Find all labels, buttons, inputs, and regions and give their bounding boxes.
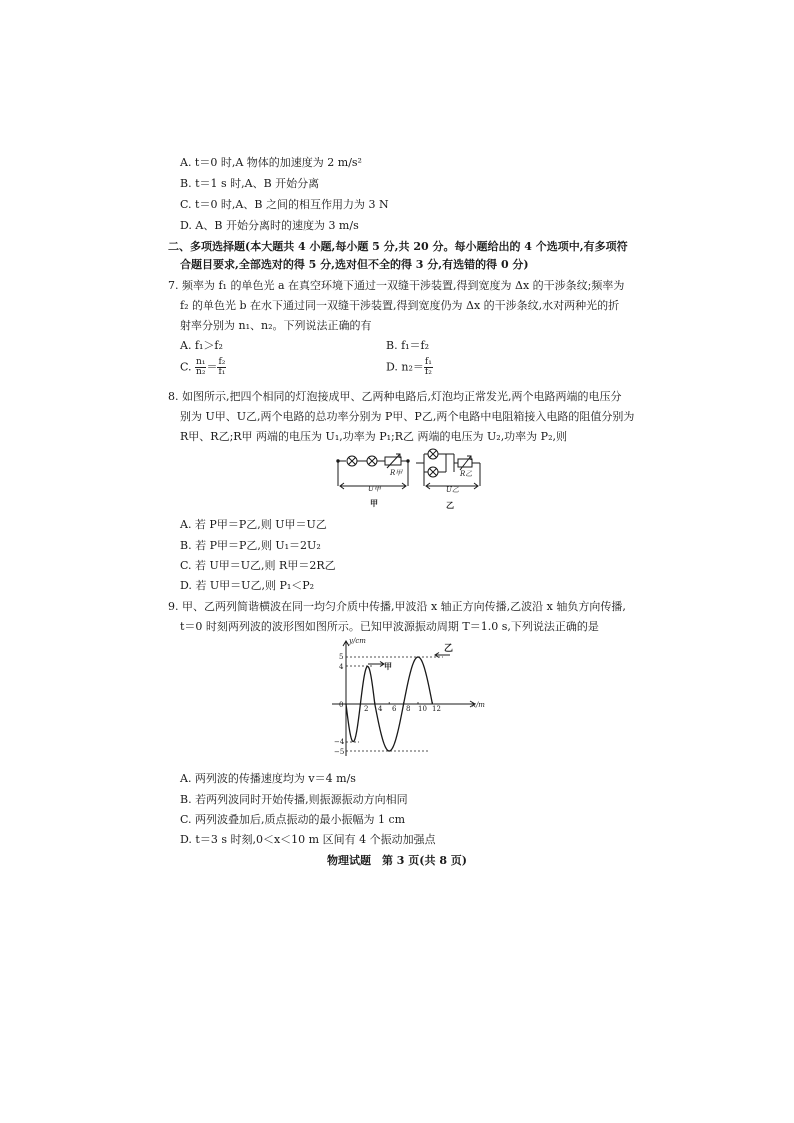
q7-option-a: A. f₁＞f₂ bbox=[180, 339, 223, 352]
label-r-yi: R乙 bbox=[460, 470, 473, 478]
x-tick-6: 6 bbox=[392, 705, 397, 713]
x-tick-10: 10 bbox=[418, 705, 427, 713]
y-tick-4: 4 bbox=[339, 663, 344, 671]
label-u-jia: U甲 bbox=[368, 485, 381, 493]
origin-label: 0 bbox=[339, 701, 344, 709]
q6-option-d: D. A、B 开始分离时的速度为 3 m/s bbox=[180, 219, 359, 232]
wave-graph bbox=[326, 638, 486, 760]
circuit-diagrams bbox=[330, 448, 500, 513]
q9-option-c: C. 两列波叠加后,质点振动的最小振幅为 1 cm bbox=[180, 813, 406, 826]
q8-option-a: A. 若 P甲＝P乙,则 U甲＝U乙 bbox=[180, 518, 327, 531]
q6-option-c: C. t＝0 时,A、B 之间的相互作用力为 3 N bbox=[180, 198, 389, 211]
x-tick-2: 2 bbox=[364, 705, 369, 713]
y-tick-neg4: −4 bbox=[334, 738, 345, 746]
q8-stem-line2: 别为 U甲、U乙,两个电路的总功率分别为 P甲、P乙,两个电路中电阻箱接入电路的阻值分别为 bbox=[180, 410, 635, 423]
label-r-jia: R甲 bbox=[390, 469, 403, 477]
page-footer: 物理试题 第 3 页(共 8 页) bbox=[326, 854, 468, 867]
x-axis-label: x/m bbox=[472, 701, 485, 709]
q7-option-b: B. f₁＝f₂ bbox=[386, 339, 430, 352]
label-yi: 乙 bbox=[444, 644, 454, 654]
y-axis-label: y/cm bbox=[349, 637, 366, 645]
label-jia: 甲 bbox=[384, 661, 392, 671]
label-u-yi: U乙 bbox=[446, 486, 459, 494]
q7-option-d-fraction: $\frac{\text{f₁}}{\text{f₂}}$ bbox=[424, 357, 432, 377]
q6-option-b: B. t＝1 s 时,A、B 开始分离 bbox=[180, 177, 320, 190]
q7-option-c: C. $\frac{\text{n₁}}{\text{n₂}}$ ＝ $\frac{\text{f₂}}{\text{f₁}}$ bbox=[180, 357, 226, 377]
q9-stem-line2: t＝0 时刻两列波的波形图如图所示。已知甲波源振动周期 T＝1.0 s,下列说法正确的是 bbox=[180, 620, 599, 633]
caption-yi: 乙 bbox=[446, 500, 454, 510]
q7-stem-line2: f₂ 的单色光 b 在水下通过同一双缝干涉装置,得到宽度仍为 Δx 的干涉条纹,水对两种光的折 bbox=[180, 299, 620, 312]
q8-option-d: D. 若 U甲＝U乙,则 P₁＜P₂ bbox=[180, 579, 315, 592]
y-tick-neg5: −5 bbox=[334, 748, 345, 756]
x-tick-4: 4 bbox=[378, 705, 383, 713]
caption-jia: 甲 bbox=[370, 498, 378, 508]
q8-option-c: C. 若 U甲＝U乙,则 R甲＝2R乙 bbox=[180, 559, 336, 572]
q7-stem-line1: 7. 频率为 f₁ 的单色光 a 在真空环境下通过一双缝干涉装置,得到宽度为 Δx 的干涉条纹;频率为 bbox=[168, 279, 625, 292]
y-tick-5: 5 bbox=[339, 653, 344, 661]
q8-stem-line3: R甲、R乙;R甲 两端的电压为 U₁,功率为 P₁;R乙 两端的电压为 U₂,功率为 P₂,则 bbox=[180, 430, 567, 443]
q6-option-a: A. t＝0 时,A 物体的加速度为 2 m/s² bbox=[180, 156, 362, 169]
q8-stem-line1: 8. 如图所示,把四个相同的灯泡接成甲、乙两种电路后,灯泡均正常发光,两个电路两端的电压分 bbox=[168, 390, 622, 403]
q9-option-a: A. 两列波的传播速度均为 v＝4 m/s bbox=[180, 772, 356, 785]
q7-option-c-fraction-left: $\frac{\text{n₁}}{\text{n₂}}$ bbox=[196, 357, 206, 377]
section2-heading-line1: 二、多项选择题(本大题共 4 小题,每小题 5 分,共 20 分。每小题给出的 4 个选项中,有多项符 bbox=[168, 240, 628, 253]
section2-heading-line2: 合题目要求,全部选对的得 5 分,选对但不全的得 3 分,有选错的得 0 分) bbox=[180, 258, 529, 271]
q9-stem-line1: 9. 甲、乙两列简谐横波在同一均匀介质中传播,甲波沿 x 轴正方向传播,乙波沿 x 轴负方向传播, bbox=[168, 600, 626, 613]
q7-option-d: D. n₂＝ $\frac{\text{f₁}}{\text{f₂}}$ bbox=[386, 357, 432, 377]
q9-option-d: D. t＝3 s 时刻,0＜x＜10 m 区间有 4 个振动加强点 bbox=[180, 833, 436, 846]
x-tick-12: 12 bbox=[432, 705, 441, 713]
q7-stem-line3: 射率分别为 n₁、n₂。下列说法正确的有 bbox=[180, 319, 372, 332]
q7-option-c-fraction-right: $\frac{\text{f₂}}{\text{f₁}}$ bbox=[218, 357, 226, 377]
q9-option-b: B. 若两列波同时开始传播,则振源振动方向相同 bbox=[180, 793, 408, 806]
circuit-yi bbox=[416, 449, 480, 489]
x-tick-8: 8 bbox=[406, 705, 411, 713]
q8-option-b: B. 若 P甲＝P乙,则 U₁＝2U₂ bbox=[180, 539, 321, 552]
